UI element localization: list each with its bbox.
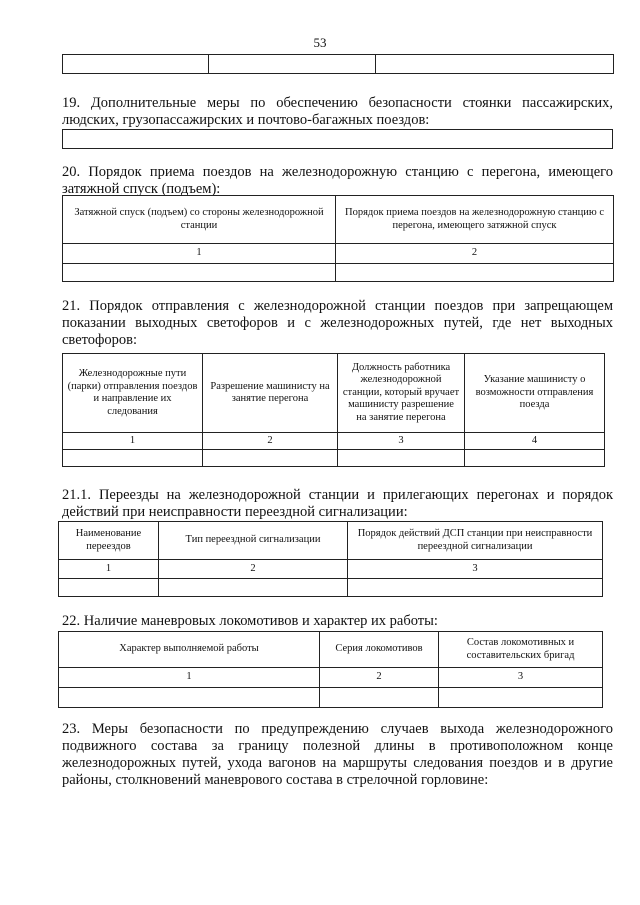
table-cell [59, 579, 159, 597]
table-row [63, 55, 614, 74]
table-cell [209, 55, 376, 74]
section-22-table [58, 631, 603, 708]
number-cell: 1 [59, 668, 320, 688]
table-row [63, 450, 605, 467]
number-cell: 1 [63, 244, 336, 264]
table-cell [203, 450, 338, 467]
table-cell [465, 450, 605, 467]
header-cell: Характер выполняемой работы [59, 632, 320, 668]
page-number: 53 [313, 35, 327, 50]
number-cell: 1 [63, 433, 203, 450]
table-row [63, 264, 614, 282]
header-cell: Порядок действий ДСП станции при неисправности переездной сигнализации [348, 522, 603, 560]
table-cell [159, 579, 348, 597]
number-cell: 4 [465, 433, 605, 450]
continuation-table [62, 54, 614, 74]
table-header-row [59, 632, 603, 668]
table-header-row [63, 354, 605, 433]
section-20-text: 20. Порядок приема поездов на железнодорожную станцию с перегона, имеющего затяжной спуск (подъем): [62, 164, 613, 197]
table-cell [439, 688, 603, 708]
header-cell: Тип переездной сигнализации [159, 522, 348, 560]
number-cell: 1 [59, 560, 159, 579]
table-number-row [59, 560, 603, 579]
number-cell: 3 [348, 560, 603, 579]
header-cell: Железнодорожные пути (парки) отправления поездов и направление их следования [63, 354, 203, 433]
table-cell [376, 55, 614, 74]
table-cell [338, 450, 465, 467]
section-23-text: 23. Меры безопасности по предупреждению случаев выхода железнодорожного подвижного состава за границу полезной длины в противоположном конце железнодорожных путей, ухода вагонов на маршруты следования поездов и в другие районы, столкновений маневрового состава в стрелочной горловине: [62, 721, 613, 788]
number-cell: 2 [320, 668, 439, 688]
header-cell: Порядок приема поездов на железнодорожную станцию с перегона, имеющего затяжной спуск [336, 196, 614, 244]
section-21-1-text: 21.1. Переезды на железнодорожной станции и прилегающих перегонах и порядок действий при неисправности переездной сигнализации: [62, 487, 613, 520]
number-cell: 2 [336, 244, 614, 264]
table-cell [63, 55, 209, 74]
table-number-row [63, 244, 614, 264]
section-21-1-table [58, 521, 603, 597]
section-22-text: 22. Наличие маневровых локомотивов и характер их работы: [62, 613, 438, 629]
header-cell: Должность работника железнодорожной станции, который вручает машинисту разрешение на занятие перегона [338, 354, 465, 433]
table-header-row [59, 522, 603, 560]
section-20-table [62, 195, 614, 282]
table-cell [63, 264, 336, 282]
section-19-text: 19. Дополнительные меры по обеспечению безопасности стоянки пассажирских, людских, грузопассажирских и почтово-багажных поездов: [62, 95, 613, 128]
number-cell: 2 [203, 433, 338, 450]
header-cell: Состав локомотивных и составительских бригад [439, 632, 603, 668]
number-cell: 3 [338, 433, 465, 450]
header-cell: Наименование переездов [59, 522, 159, 560]
table-cell [336, 264, 614, 282]
number-cell: 2 [159, 560, 348, 579]
header-cell: Указание машинисту о возможности отправления поезда [465, 354, 605, 433]
table-number-row [59, 668, 603, 688]
table-cell [320, 688, 439, 708]
header-cell: Серия локомотивов [320, 632, 439, 668]
number-cell: 3 [439, 668, 603, 688]
section-21-table [62, 353, 605, 467]
table-cell [348, 579, 603, 597]
header-cell: Затяжной спуск (подъем) со стороны железнодорожной станции [63, 196, 336, 244]
table-row [59, 579, 603, 597]
table-cell [63, 450, 203, 467]
table-number-row [63, 433, 605, 450]
header-cell: Разрешение машинисту на занятие перегона [203, 354, 338, 433]
section-21-text: 21. Порядок отправления с железнодорожной станции поездов при запрещающем показании выходных светофоров и с железнодорожных путей, где нет выходных светофоров: [62, 298, 613, 348]
section-19-box [62, 129, 613, 149]
table-cell [59, 688, 320, 708]
table-row [59, 688, 603, 708]
table-header-row [63, 196, 614, 244]
